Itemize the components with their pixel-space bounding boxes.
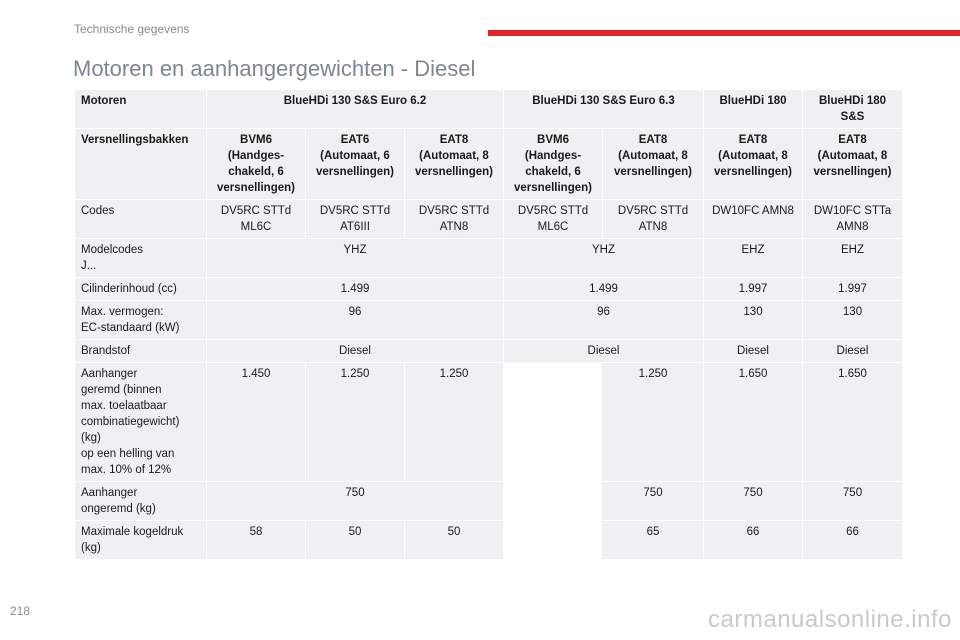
power-cell: 130 bbox=[704, 301, 803, 340]
fuel-cell: Diesel bbox=[803, 340, 903, 363]
gearbox-cell: BVM6 (Handges-chakeld, 6 versnellingen) bbox=[504, 129, 603, 200]
label-line: Max. vermogen: bbox=[81, 306, 164, 318]
table-row-model-codes bbox=[75, 239, 903, 278]
power-cell: 96 bbox=[504, 301, 704, 340]
displacement-cell: 1.997 bbox=[704, 278, 803, 301]
table-row-unbraked-trailer bbox=[75, 482, 903, 521]
braked-trailer-cell: 1.250 bbox=[405, 363, 504, 482]
gearbox-cell: EAT6 (Automaat, 6 versnellingen) bbox=[306, 129, 405, 200]
label-line: Aanhanger bbox=[81, 368, 138, 380]
label-line: Aanhanger bbox=[81, 487, 138, 499]
row-label: Cilinderinhoud (cc) bbox=[75, 278, 207, 301]
watermark: carmanualsonline.info bbox=[708, 606, 952, 633]
engine-cell: BlueHDi 130 S&S Euro 6.2 bbox=[207, 90, 504, 129]
row-label bbox=[75, 239, 207, 278]
gearbox-cell: BVM6 (Handges-chakeld, 6 versnellingen) bbox=[207, 129, 306, 200]
empty-cell bbox=[504, 363, 603, 482]
label-line: op een helling van bbox=[81, 448, 175, 460]
gearbox-cell: EAT8 (Automaat, 8 versnellingen) bbox=[803, 129, 903, 200]
label-line: max. toelaatbaar bbox=[81, 400, 167, 412]
unbraked-trailer-cell: 750 bbox=[803, 482, 903, 521]
table-row-engines bbox=[75, 90, 903, 129]
braked-trailer-cell: 1.650 bbox=[803, 363, 903, 482]
gearbox-cell: EAT8 (Automaat, 8 versnellingen) bbox=[405, 129, 504, 200]
engine-cell: BlueHDi 130 S&S Euro 6.3 bbox=[504, 90, 704, 129]
table-row-displacement bbox=[75, 278, 903, 301]
empty-cell bbox=[504, 521, 603, 560]
displacement-cell: 1.499 bbox=[207, 278, 504, 301]
model-code-cell: EHZ bbox=[803, 239, 903, 278]
unbraked-trailer-cell: 750 bbox=[704, 482, 803, 521]
towball-cell: 50 bbox=[405, 521, 504, 560]
label-line: ongeremd (kg) bbox=[81, 503, 156, 515]
towball-cell: 65 bbox=[603, 521, 704, 560]
row-label: Brandstof bbox=[75, 340, 207, 363]
gearbox-cell: EAT8 (Automaat, 8 versnellingen) bbox=[704, 129, 803, 200]
towball-cell: 50 bbox=[306, 521, 405, 560]
label-line: Maximale kogeldruk bbox=[81, 526, 184, 538]
code-cell: DV5RC STTd ATN8 bbox=[405, 200, 504, 239]
displacement-cell: 1.997 bbox=[803, 278, 903, 301]
model-code-cell: EHZ bbox=[704, 239, 803, 278]
table-row-fuel bbox=[75, 340, 903, 363]
row-label bbox=[75, 521, 207, 560]
row-label bbox=[75, 482, 207, 521]
braked-trailer-cell: 1.250 bbox=[306, 363, 405, 482]
row-label bbox=[75, 301, 207, 340]
page-title: Motoren en aanhangergewichten - Diesel bbox=[73, 56, 476, 81]
code-cell: DV5RC STTd ML6C bbox=[207, 200, 306, 239]
fuel-cell: Diesel bbox=[504, 340, 704, 363]
table-row-codes bbox=[75, 200, 903, 239]
power-cell: 96 bbox=[207, 301, 504, 340]
table-row-towball bbox=[75, 521, 903, 560]
empty-cell bbox=[504, 482, 603, 521]
gearbox-cell: EAT8 (Automaat, 8 versnellingen) bbox=[603, 129, 704, 200]
towball-cell: 66 bbox=[704, 521, 803, 560]
row-label: Motoren bbox=[75, 90, 207, 129]
row-label bbox=[75, 363, 207, 482]
engine-cell: BlueHDi 180 S&S bbox=[803, 90, 903, 129]
code-cell: DW10FC STTa AMN8 bbox=[803, 200, 903, 239]
braked-trailer-cell: 1.450 bbox=[207, 363, 306, 482]
braked-trailer-cell: 1.650 bbox=[704, 363, 803, 482]
unbraked-trailer-cell: 750 bbox=[603, 482, 704, 521]
model-code-cell: YHZ bbox=[207, 239, 504, 278]
towball-cell: 66 bbox=[803, 521, 903, 560]
table-row-gearboxes bbox=[75, 129, 903, 200]
label-line: combinatiegewicht) bbox=[81, 416, 180, 428]
row-label: Versnellingsbakken bbox=[75, 129, 207, 200]
braked-trailer-cell: 1.250 bbox=[603, 363, 704, 482]
label-line: (kg) bbox=[81, 432, 101, 444]
code-cell: DV5RC STTd AT6III bbox=[306, 200, 405, 239]
table-row-max-power bbox=[75, 301, 903, 340]
spec-table bbox=[74, 89, 903, 560]
label-line: (kg) bbox=[81, 542, 101, 554]
label-line: max. 10% of 12% bbox=[81, 464, 172, 476]
towball-cell: 58 bbox=[207, 521, 306, 560]
fuel-cell: Diesel bbox=[207, 340, 504, 363]
code-cell: DW10FC AMN8 bbox=[704, 200, 803, 239]
power-cell: 130 bbox=[803, 301, 903, 340]
model-code-cell: YHZ bbox=[504, 239, 704, 278]
label-line: J... bbox=[81, 260, 97, 272]
code-cell: DV5RC STTd ML6C bbox=[504, 200, 603, 239]
fuel-cell: Diesel bbox=[704, 340, 803, 363]
accent-bar bbox=[488, 30, 960, 36]
section-header: Technische gegevens bbox=[74, 22, 190, 36]
table-row-braked-trailer bbox=[75, 363, 903, 482]
label-line: EC-standaard (kW) bbox=[81, 322, 180, 334]
engine-cell: BlueHDi 180 bbox=[704, 90, 803, 129]
code-cell: DV5RC STTd ATN8 bbox=[603, 200, 704, 239]
label-line: geremd (binnen bbox=[81, 384, 162, 396]
label-line: Modelcodes bbox=[81, 244, 144, 256]
displacement-cell: 1.499 bbox=[504, 278, 704, 301]
page-number: 218 bbox=[10, 604, 31, 618]
unbraked-trailer-cell: 750 bbox=[207, 482, 504, 521]
row-label: Codes bbox=[75, 200, 207, 239]
